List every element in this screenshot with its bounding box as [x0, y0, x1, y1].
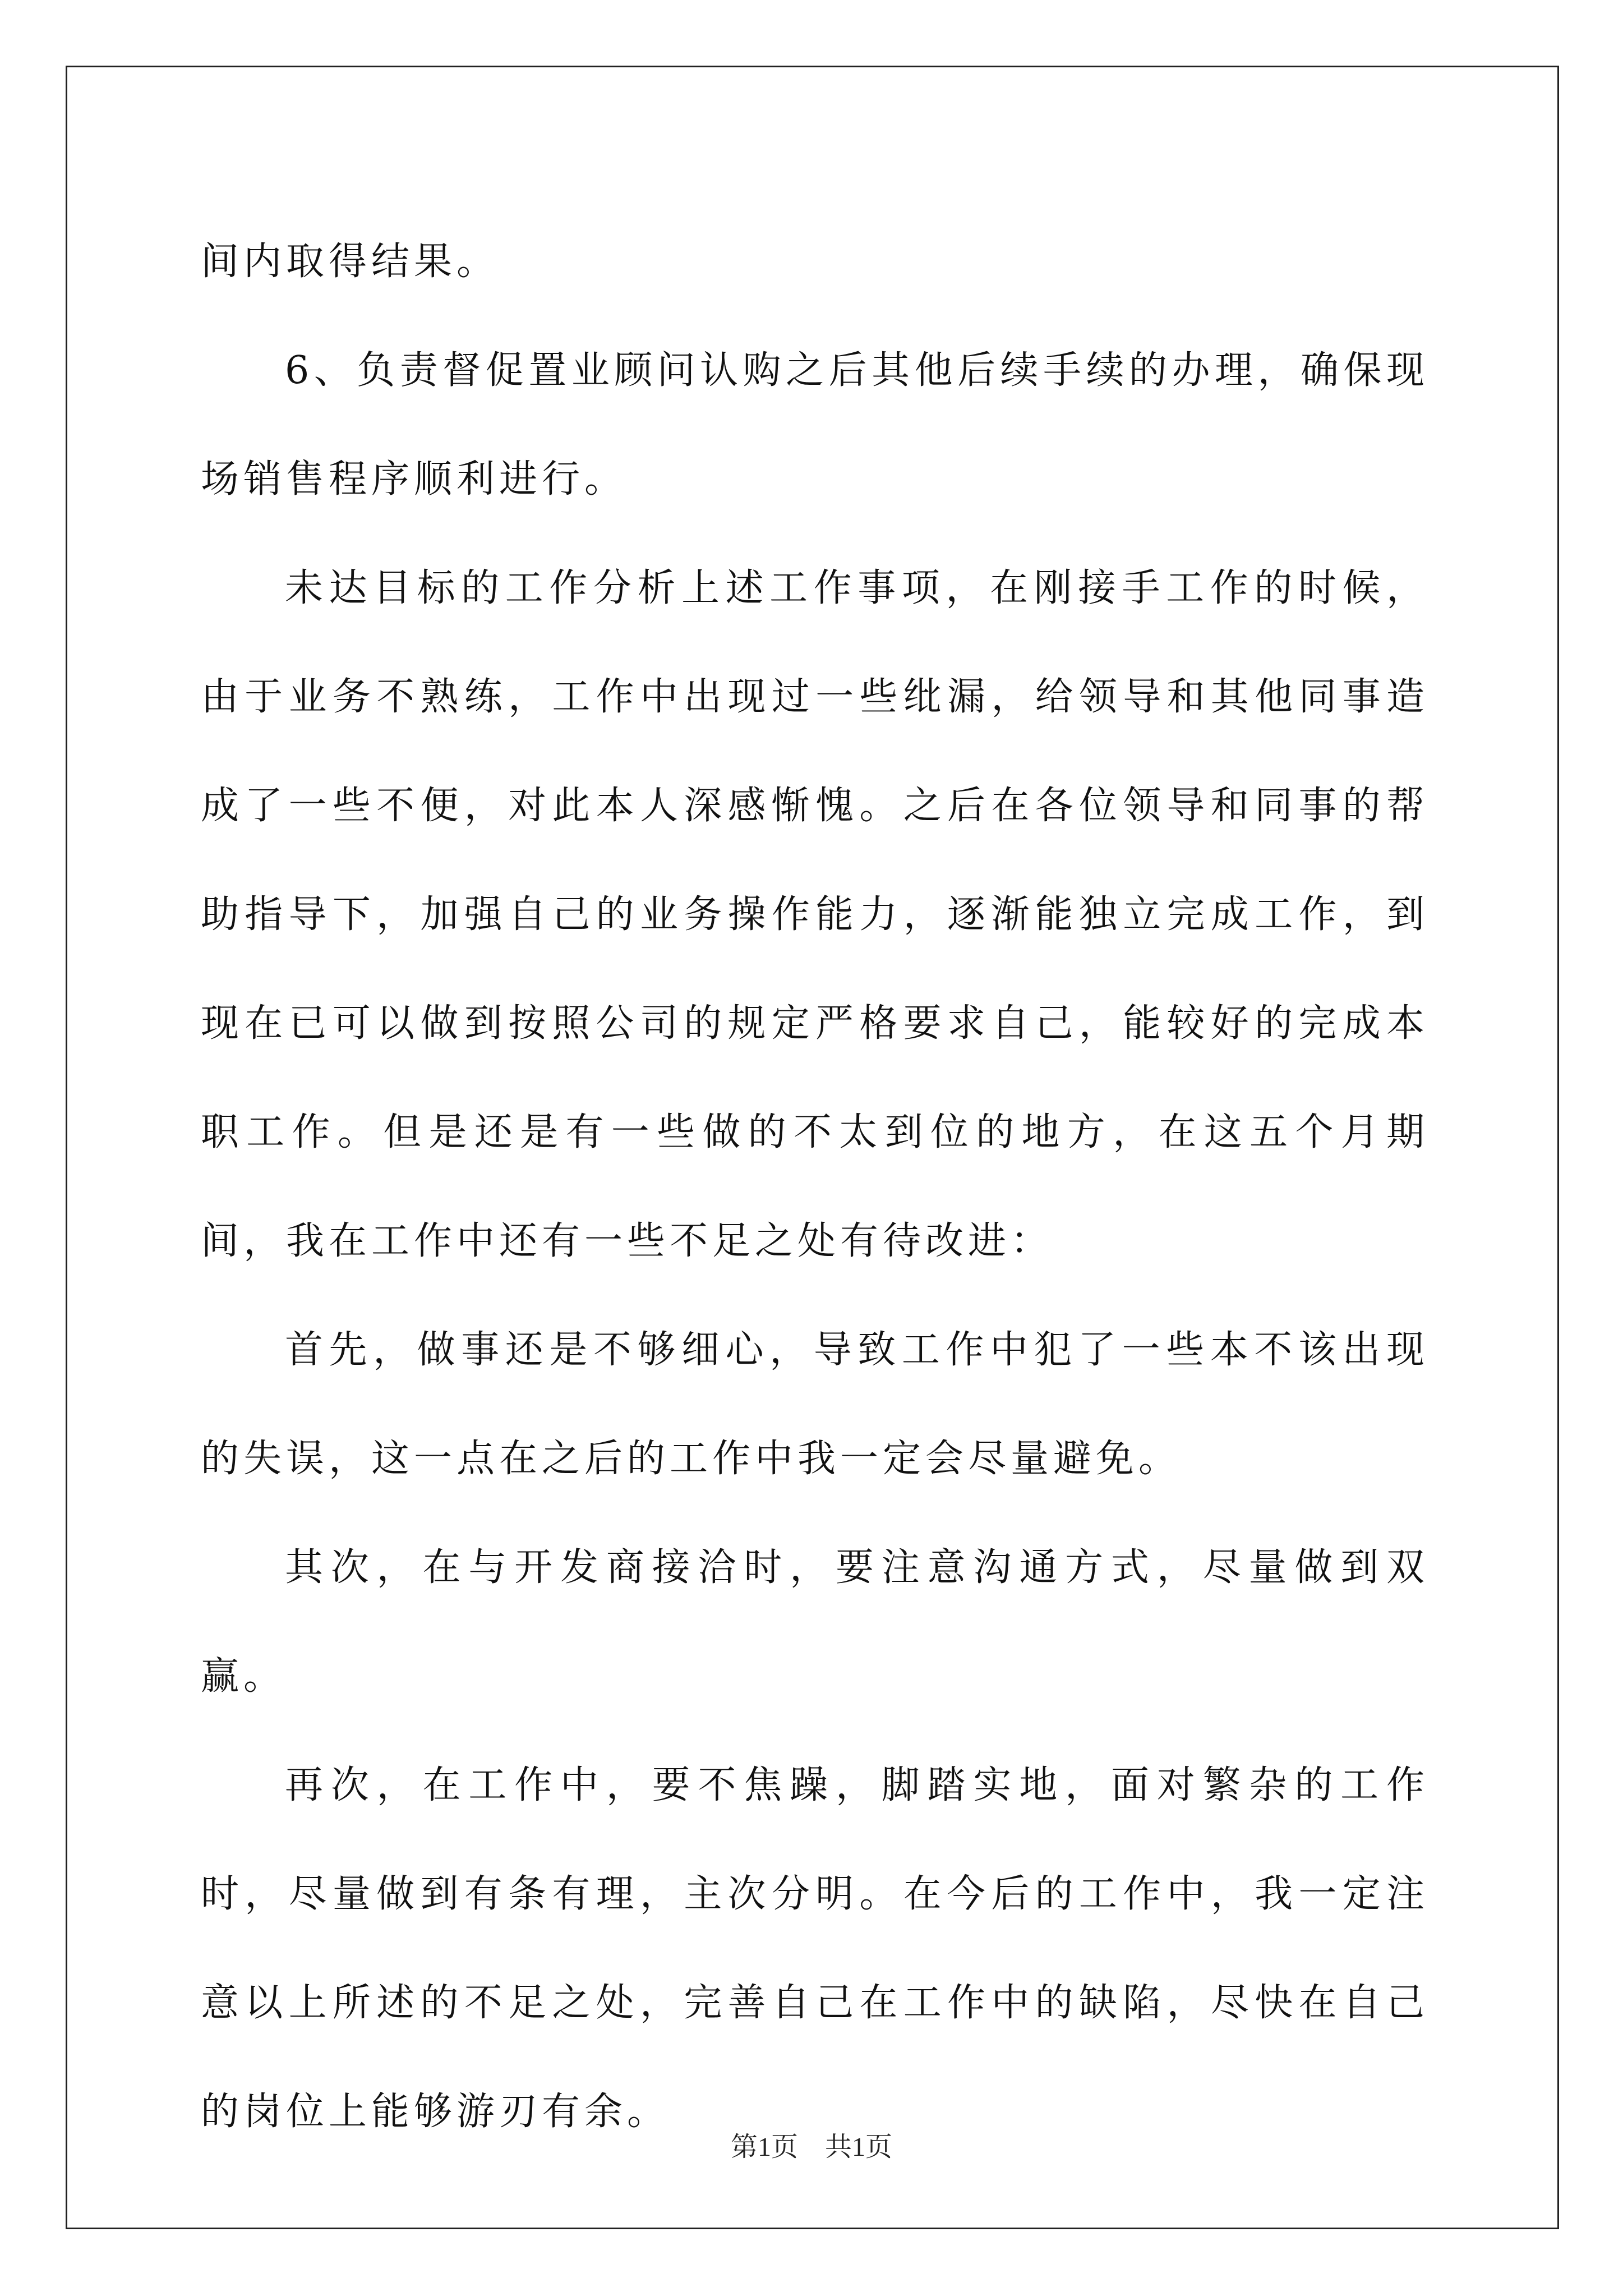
page-total: 共1页 [825, 2132, 893, 2162]
paragraph-third: 再次，在工作中，要不焦躁，脚踏实地，面对繁杂的工作时，尽量做到有条有理，主次分明。在今后的工作中，我一定注意以上所述的不足之处，完善自己在工作中的缺陷，尽快在自己的岗位上能够游刃有余。 [201, 1763, 1429, 2134]
paragraph-analysis: 未达目标的工作分析上述工作事项，在刚接手工作的时候，由于业务不熟练，工作中出现过一些纰漏，给领导和其他同事造成了一些不便，对此本人深感惭愧。之后在各位领导和同事的帮助指导下，加强自己的业务操作能力，逐渐能独立完成工作，到现在已可以做到按照公司的规定严格要求自己，能较好的完成本职工作。但是还是有一些做的不太到位的地方，在这五个月期间，我在工作中还有一些不足之处有待改进： [201, 566, 1429, 1263]
page-number: 第1页 [730, 2132, 798, 2162]
paragraph-first: 首先，做事还是不够细心，导致工作中犯了一些本不该出现的失误，这一点在之后的工作中我一定会尽量避免。 [201, 1328, 1429, 1481]
page-footer [0, 2125, 1623, 2164]
paragraph-continuation: 间内取得结果。 [201, 240, 500, 284]
paragraph-second: 其次，在与开发商接洽时，要注意沟通方式，尽量做到双赢。 [201, 1545, 1429, 1699]
document-body [201, 208, 1429, 2166]
paragraph-item-6: 6、负责督促置业顾问认购之后其他后续手续的办理，确保现场销售程序顺利进行。 [201, 348, 1429, 501]
